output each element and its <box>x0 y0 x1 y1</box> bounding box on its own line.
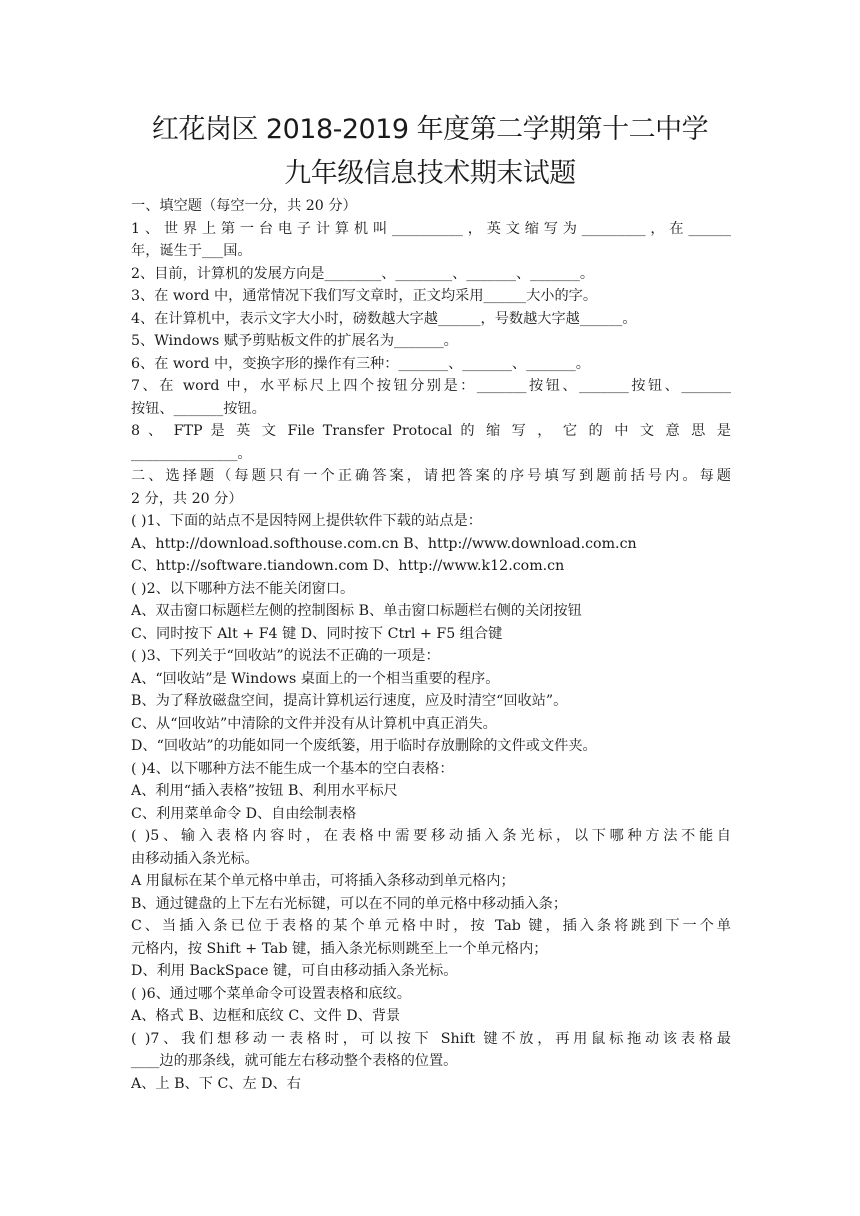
option-line: A 用鼠标在某个单元格中单击，可将插入条移动到单元格内； <box>131 873 515 889</box>
option-line: D、利用 BackSpace 键，可自由移动插入条光标。 <box>131 963 458 979</box>
option-line: D、“回收站”的功能如同一个废纸篓，用于临时存放删除的文件或文件夹。 <box>131 738 597 754</box>
text-line: 1、世界上第一台电子计算机叫__________，英文缩写为_________，在______ <box>131 220 731 237</box>
text-line: 由移动插入条光标。 <box>131 850 259 867</box>
section-heading: 一、填空题（每空一分，共 20 分） <box>131 198 357 214</box>
document-title: 红花岗区 2018-2019 年度第二学期第十二中学 <box>151 114 709 145</box>
text-line: 7、在 word 中，水平标尺上四个按钮分别是：_______按钮、_______按钮、_______ <box>131 378 731 394</box>
option-line: A、“回收站”是 Windows 桌面上的一个相当重要的程序。 <box>131 670 500 687</box>
option-line: C、利用菜单命令 D、自由绘制表格 <box>131 805 357 822</box>
text-line: ____边的那条线，就可能左右移动整个表格的位置。 <box>131 1053 458 1069</box>
option-line: C、当插入条已位于表格的某个单元格中时，按 Tab 键，插入条将跳到下一个单 <box>131 918 731 934</box>
document-body <box>131 195 731 1095</box>
document-subtitle: 九年级信息技术期末试题 <box>284 158 576 189</box>
text-line: 8 、 FTP 是 英 文 File Transfer Protocal 的 缩 写 ， 它 的 中 文 意 思 是 <box>131 423 731 439</box>
option-line: A、双击窗口标题栏左侧的控制图标 B、单击窗口标题栏右侧的关闭按钮 <box>131 603 582 619</box>
text-line: 按钮、_______按钮。 <box>131 400 266 417</box>
option-line: C、从“回收站”中清除的文件并没有从计算机中真正消失。 <box>131 715 497 732</box>
text-line: 2 分，共 20 分） <box>131 490 243 507</box>
section-heading: 二、选择题（每题只有一个正确答案，请把答案的序号填写到题前括号内。每题 <box>131 468 731 484</box>
question-line: ( )5、输入表格内容时，在表格中需要移动插入条光标，以下哪种方法不能自 <box>131 828 731 844</box>
question-line: ( )1、下面的站点不是因特网上提供软件下载的站点是： <box>131 513 482 529</box>
option-line: A、利用“插入表格”按钮 B、利用水平标尺 <box>131 783 398 799</box>
option-line: A、上 B、下 C、左 D、右 <box>131 1075 301 1092</box>
text-line: 年，诞生于___国。 <box>131 243 252 259</box>
text-line: 3、在 word 中，通常情况下我们写文章时，正文均采用______大小的字。 <box>131 288 598 304</box>
question-line: ( )3、下列关于“回收站”的说法不正确的一项是： <box>131 648 440 664</box>
question-line: ( )6、通过哪个菜单命令可设置表格和底纹。 <box>131 985 411 1002</box>
text-line: 4、在计算机中，表示文字大小时，磅数越大字越______，号数越大字越______。 <box>131 310 637 327</box>
option-line: 元格内，按 Shift + Tab 键，插入条光标则跳至上一个单元格内； <box>131 940 548 957</box>
question-line: ( )2、以下哪种方法不能关闭窗口。 <box>131 580 355 597</box>
option-line: B、为了释放磁盘空间，提高计算机运行速度，应及时清空“回收站”。 <box>131 693 568 709</box>
option-line: A、格式 B、边框和底纹 C、文件 D、背景 <box>131 1008 401 1024</box>
text-line: _______________。 <box>131 445 252 462</box>
question-line: ( )7、我们想移动一表格时，可以按下 Shift 键不放，再用鼠标拖动该表格最 <box>131 1030 731 1047</box>
option-line: A、http://download.softhouse.com.cn B、http://www.download.com.cn <box>131 535 637 552</box>
text-line: 6、在 word 中，变换字形的操作有三种：_______、_______、_______。 <box>131 355 590 372</box>
question-line: ( )4、以下哪种方法不能生成一个基本的空白表格： <box>131 760 454 777</box>
option-line: C、http://software.tiandown.com D、http://www.k12.com.cn <box>131 558 565 574</box>
option-line: B、通过键盘的上下左右光标键，可以在不同的单元格中移动插入条； <box>131 895 568 912</box>
text-line: 5、Windows 赋予剪贴板文件的扩展名为_______。 <box>131 333 458 349</box>
text-line: 2、目前，计算机的发展方向是________、________、_______、_______。 <box>131 265 595 282</box>
option-line: C、同时按下 Alt + F4 键 D、同时按下 Ctrl + F5 组合键 <box>131 625 503 642</box>
